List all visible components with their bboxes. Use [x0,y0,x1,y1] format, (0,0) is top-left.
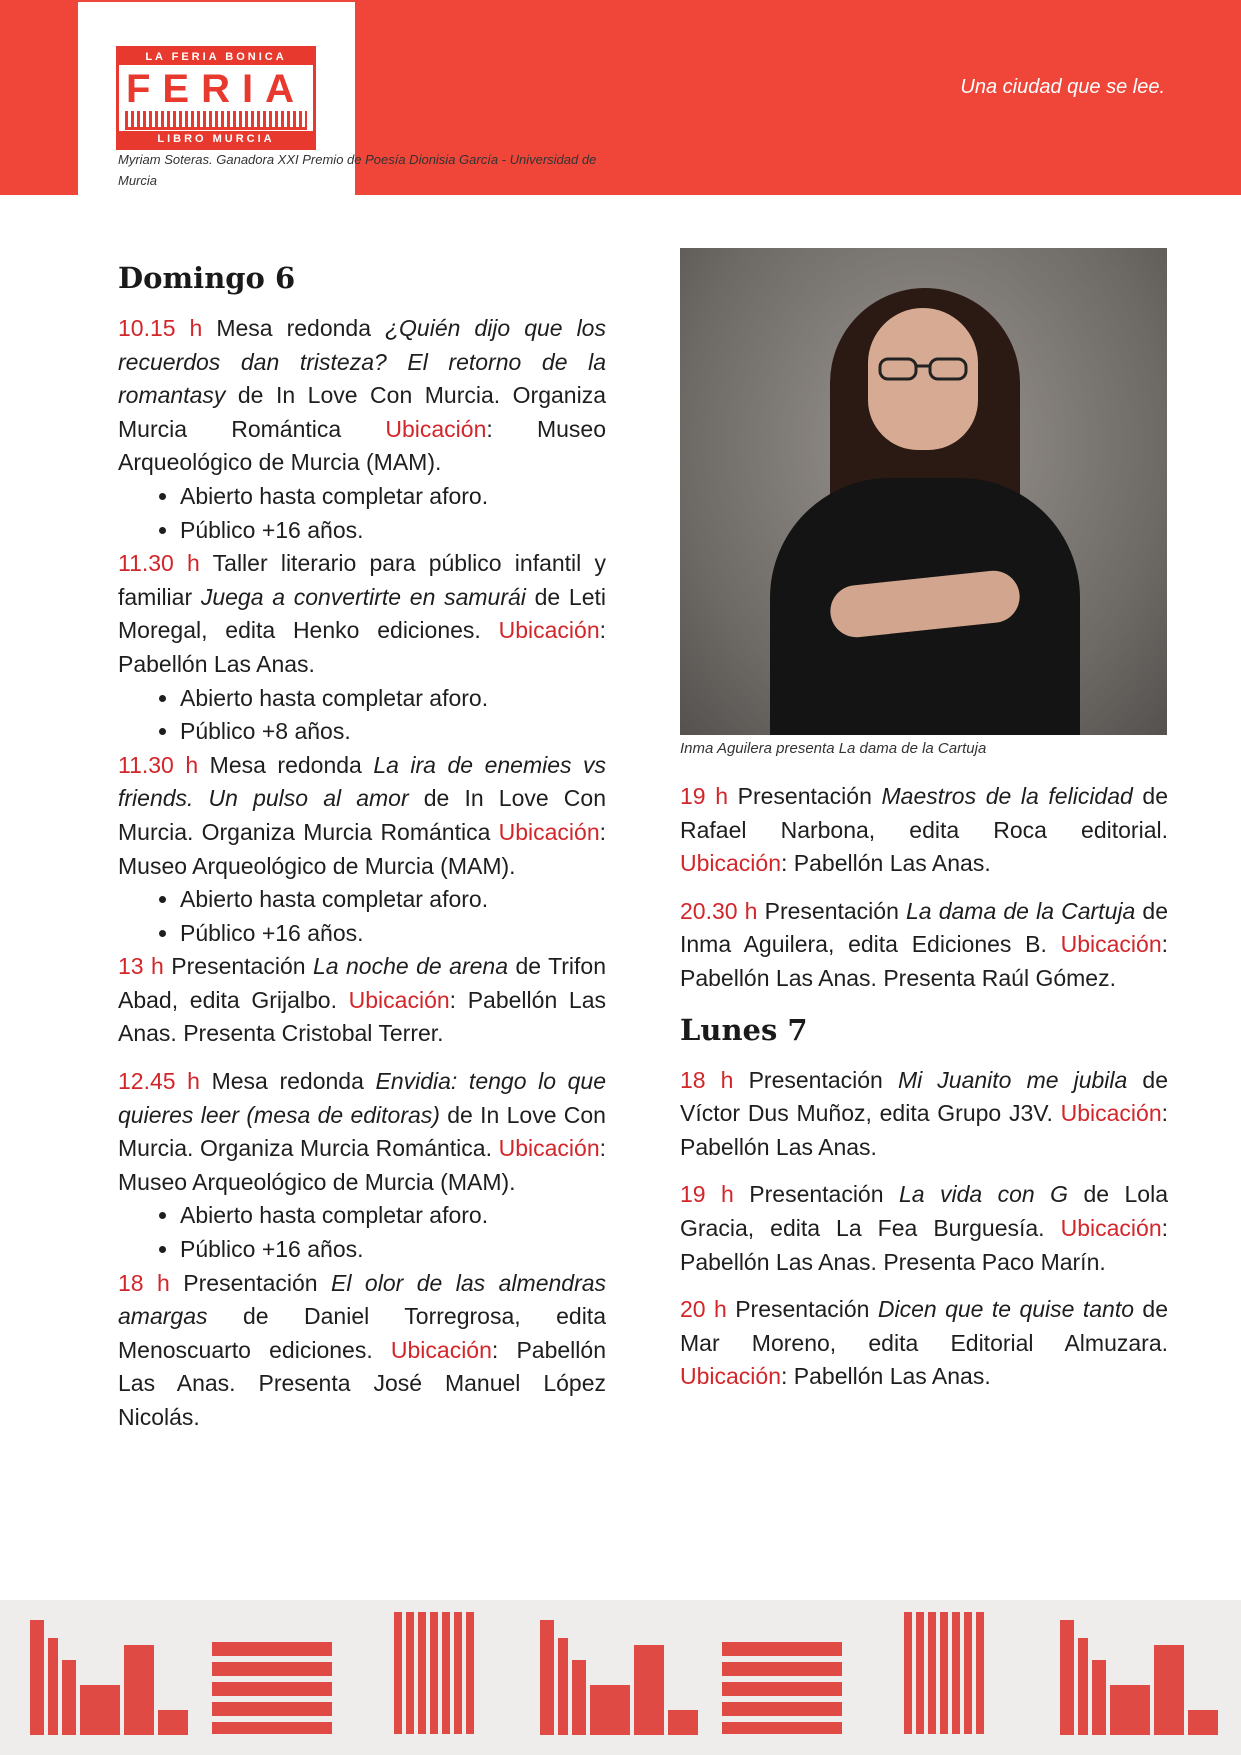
event-location: : Pabellón Las Anas. Presenta Paco Marín. [680,1214,1168,1275]
location-label: Ubicación [1060,931,1162,958]
note-item: • Abierto hasta completar aforo. [180,883,606,917]
event-20-lunes [680,1293,1168,1394]
note-item: • Público +16 años. [180,1233,606,1267]
left-column [118,258,606,1435]
day-heading-domingo: Domingo 6 [118,261,296,295]
event-title: La dama de la Cartuja [906,897,1136,924]
event-text: Taller literario para público infantil y familiar [118,550,606,610]
event-text: Mesa redonda [199,1068,376,1095]
feria-logo [116,46,316,150]
note-item: • Público +16 años. [180,917,606,951]
logo-books-icon [125,111,307,130]
event-title: Maestros de la felicidad [881,783,1133,809]
event-text: de In Love Con Murcia. Organiza Murcia Romántica. [118,1101,606,1162]
event-time: 18 h [680,1066,734,1093]
right-column [680,780,1168,1394]
event-text: Presentación [728,783,882,809]
event-text: de In Love Con Murcia. Organiza Murcia Romántica [118,785,606,845]
event-notes [118,480,606,547]
event-location: : Pabellón Las Anas. [680,1100,1168,1160]
event-location: : Museo Arqueológico de Murcia (MAM). [118,1135,606,1195]
location-label: Ubicación [680,850,781,877]
event-time: 20.30 h [680,897,758,924]
event-time: 19 h [680,783,728,809]
event-time: 10.15 h [118,315,203,341]
event-text: de In Love Con Murcia. Organiza Murcia Romántica [118,382,606,442]
footer-decoration [0,1600,1241,1755]
event-2030 [680,895,1168,996]
event-title: El olor de las almendras amargas [118,1269,607,1330]
event-text: Mesa redonda [202,315,385,341]
event-location: : Pabellón Las Anas. Presenta Raúl Gómez. [680,931,1168,991]
logo-top-text: LA FERIA BONICA [119,49,313,65]
event-13 [118,950,606,1051]
event-notes [118,682,606,749]
event-notes [118,1199,606,1266]
event-1015 [118,312,606,480]
event-title: Mi Juanito me jubila [897,1066,1128,1093]
location-label: Ubicación [680,1363,781,1390]
event-text: de Daniel Torregrosa, edita Menoscuarto ediciones. [118,1303,606,1363]
note-item: • Público +8 años. [180,715,606,749]
event-1130-taller [118,547,606,681]
event-location: : Pabellón Las Anas. Presenta José Manuel López Nicolás. [118,1336,606,1430]
event-location: : Museo Arqueológico de Murcia (MAM). [118,818,606,879]
glasses-icon [876,356,970,382]
event-time: 12.45 h [118,1068,200,1095]
event-title: La vida con G [898,1181,1069,1208]
event-time: 11.30 h [118,751,199,778]
event-19-domingo [680,780,1168,881]
note-item: • Abierto hasta completar aforo. [180,480,606,514]
note-item: • Abierto hasta completar aforo. [180,1199,606,1233]
logo-bottom-text: LIBRO MURCIA [119,131,313,147]
event-title: Envidia: tengo lo que quieres leer (mesa de editoras) [118,1068,606,1128]
event-time: 13 h [118,953,164,980]
event-19-lunes [680,1178,1168,1279]
event-1130-mesa [118,749,606,883]
author-photo [680,248,1167,735]
event-text: Presentación [163,953,313,980]
event-text: Presentación [733,1181,899,1208]
event-18-lunes [680,1064,1168,1165]
event-text: de Víctor Dus Muñoz, edita Grupo J3V. [680,1066,1169,1127]
event-location: : Pabellón Las Anas. [781,850,991,877]
event-1245 [118,1065,606,1199]
event-location: : Pabellón Las Anas. [118,617,606,677]
location-label: Ubicación [390,1336,492,1363]
location-label: Ubicación [348,986,450,1013]
event-title: La ira de enemies vs friends. Un pulso al amor [118,751,607,812]
event-text: de Lola Gracia, edita La Fea Burguesía. [680,1181,1168,1241]
note-item: • Abierto hasta completar aforo. [180,682,606,716]
event-title: ¿Quién dijo que los recuerdos dan tristeza? El retorno de la romantasy [118,315,606,409]
day-heading-lunes: Lunes 7 [680,1012,808,1047]
event-location: : Museo Arqueológico de Murcia (MAM). [118,415,606,476]
event-time: 20 h [680,1296,727,1323]
location-label: Ubicación [498,818,600,845]
event-text: de Rafael Narbona, edita Roca editorial. [680,783,1169,843]
event-text: de Trifon Abad, edita Grijalbo. [118,953,607,1013]
event-18-domingo [118,1267,606,1435]
location-label: Ubicación [498,1135,600,1162]
event-notes [118,883,606,950]
event-time: 11.30 h [118,550,200,577]
event-text: de Leti Moregal, edita Henko ediciones. [118,583,607,644]
event-title: Dicen que te quise tanto [877,1296,1135,1323]
header-banner [0,0,1241,195]
photo-caption: Inma Aguilera presenta La dama de la Cartuja [680,740,987,757]
event-location: : Pabellón Las Anas. Presenta Cristobal Terrer. [118,986,606,1047]
event-title: La noche de arena [312,953,508,980]
event-text: Presentación [733,1066,898,1093]
location-label: Ubicación [498,617,600,644]
event-title: Juega a convertirte en samurái [200,583,526,610]
note-item: • Público +16 años. [180,514,606,548]
header-caption: Myriam Soteras. Ganadora XXI Premio de Poesía Dionisia García - Universidad de Murcia [118,152,597,188]
location-label: Ubicación [385,415,487,442]
logo-main-text: FERIA [126,67,306,111]
event-text: Presentación [169,1269,332,1296]
event-text: Presentación [726,1296,878,1323]
event-time: 18 h [118,1269,170,1296]
event-text: Presentación [757,897,906,924]
event-time: 19 h [680,1181,734,1208]
bookshelf-pattern-icon [0,1600,1241,1755]
tagline: Una ciudad que se lee. [960,76,1165,98]
event-text: Mesa redonda [198,751,374,778]
location-label: Ubicación [1060,1100,1162,1127]
location-label: Ubicación [1060,1214,1162,1241]
event-text: de Inma Aguilera, edita Ediciones B. [680,897,1168,958]
event-text: de Mar Moreno, edita Editorial Almuzara. [680,1296,1169,1356]
event-location: : Pabellón Las Anas. [781,1363,991,1390]
